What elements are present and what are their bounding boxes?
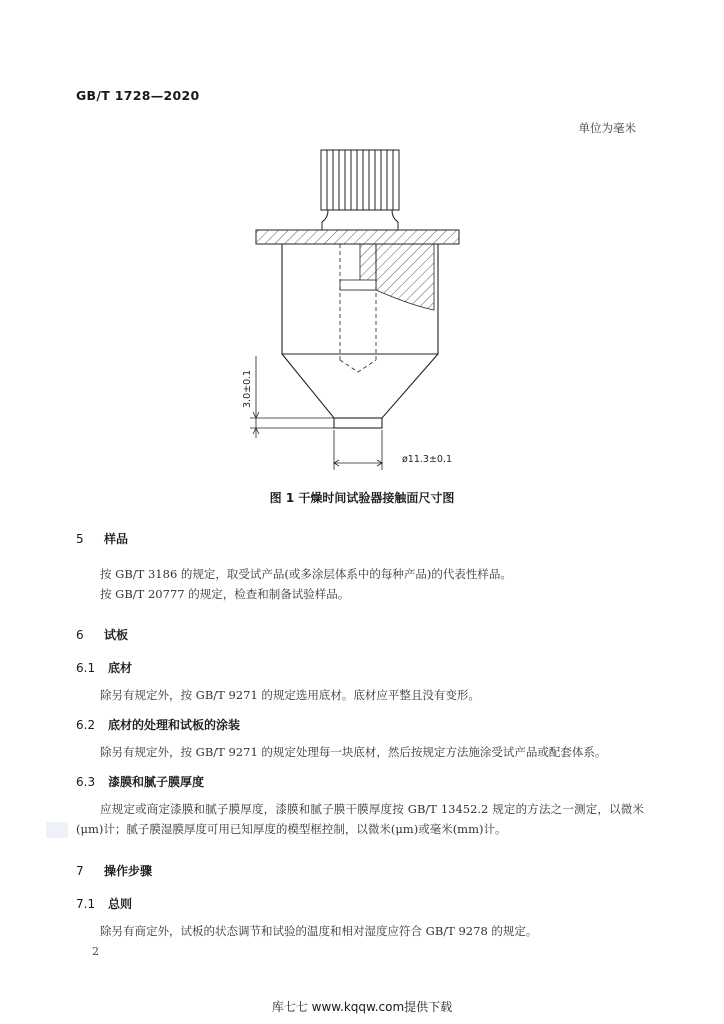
- standard-header: GB/T 1728—2020: [76, 88, 200, 103]
- paragraph: 除另有商定外，试板的状态调节和试验的温度和相对湿度应符合 GB/T 9278 的规定。: [100, 924, 538, 938]
- tester-drawing: [200, 140, 480, 480]
- dimension-lines: [250, 356, 382, 470]
- section-title: 总则: [108, 897, 133, 911]
- section-number: 7.1: [76, 897, 96, 911]
- unit-note: 单位为毫米: [578, 121, 636, 135]
- section-5-heading: [76, 530, 128, 547]
- flange-plate: [256, 230, 459, 244]
- section-title: 底材的处理和试板的涂装: [108, 718, 241, 732]
- dim-diameter-label: ø11.3±0.1: [402, 454, 453, 465]
- figure-caption: 图 1 干燥时间试验器接触面尺寸图: [269, 491, 455, 505]
- section-title: 漆膜和腻子膜厚度: [108, 775, 205, 789]
- section-number: 6.3: [76, 775, 96, 789]
- paragraph: 按 GB/T 20777 的规定，检查和制备试验样品。: [100, 587, 350, 601]
- section-6-3-heading: [76, 773, 204, 790]
- section-title: 底材: [108, 661, 133, 675]
- section-6-heading: [76, 626, 128, 643]
- dim-height-label: 3.0±0.1: [242, 369, 253, 408]
- watermark-badge: [46, 822, 68, 838]
- section-7-1-heading: [76, 895, 132, 912]
- section-title: 操作步骤: [104, 864, 153, 878]
- section-6-1-heading: [76, 659, 132, 676]
- section-number: 6.1: [76, 661, 96, 675]
- paragraph: 按 GB/T 3186 的规定，取受试产品(或多涂层体系中的每种产品)的代表性样品。: [100, 567, 512, 581]
- page-number: 2: [92, 945, 99, 958]
- section-number: 7: [76, 864, 84, 878]
- section-number: 5: [76, 532, 84, 546]
- paragraph: 除另有规定外，按 GB/T 9271 的规定处理每一块底材，然后按规定方法施涂受试产品或配套体系。: [100, 745, 607, 759]
- section-number: 6: [76, 628, 84, 642]
- knurled-knob: [321, 150, 399, 230]
- section-7-heading: [76, 862, 152, 879]
- paragraph: 除另有规定外，按 GB/T 9271 的规定选用底材。底材应平整且没有变形。: [100, 688, 480, 702]
- section-number: 6.2: [76, 718, 96, 732]
- section-6-2-heading: [76, 716, 240, 733]
- paragraph: 应规定或商定漆膜和腻子膜厚度，漆膜和腻子膜干膜厚度按 GB/T 13452.2 规定的方法之一测定，以微米(μm)计；腻子膜湿膜厚度可用已知厚度的模型框控制，以微米(μm)或毫米(mm)计。: [76, 802, 644, 836]
- section-title: 样品: [104, 532, 129, 546]
- section-title: 试板: [104, 628, 129, 642]
- download-footer[interactable]: 库七七 www.kqqw.com提供下载: [271, 1000, 453, 1014]
- section-hatch: [340, 244, 434, 310]
